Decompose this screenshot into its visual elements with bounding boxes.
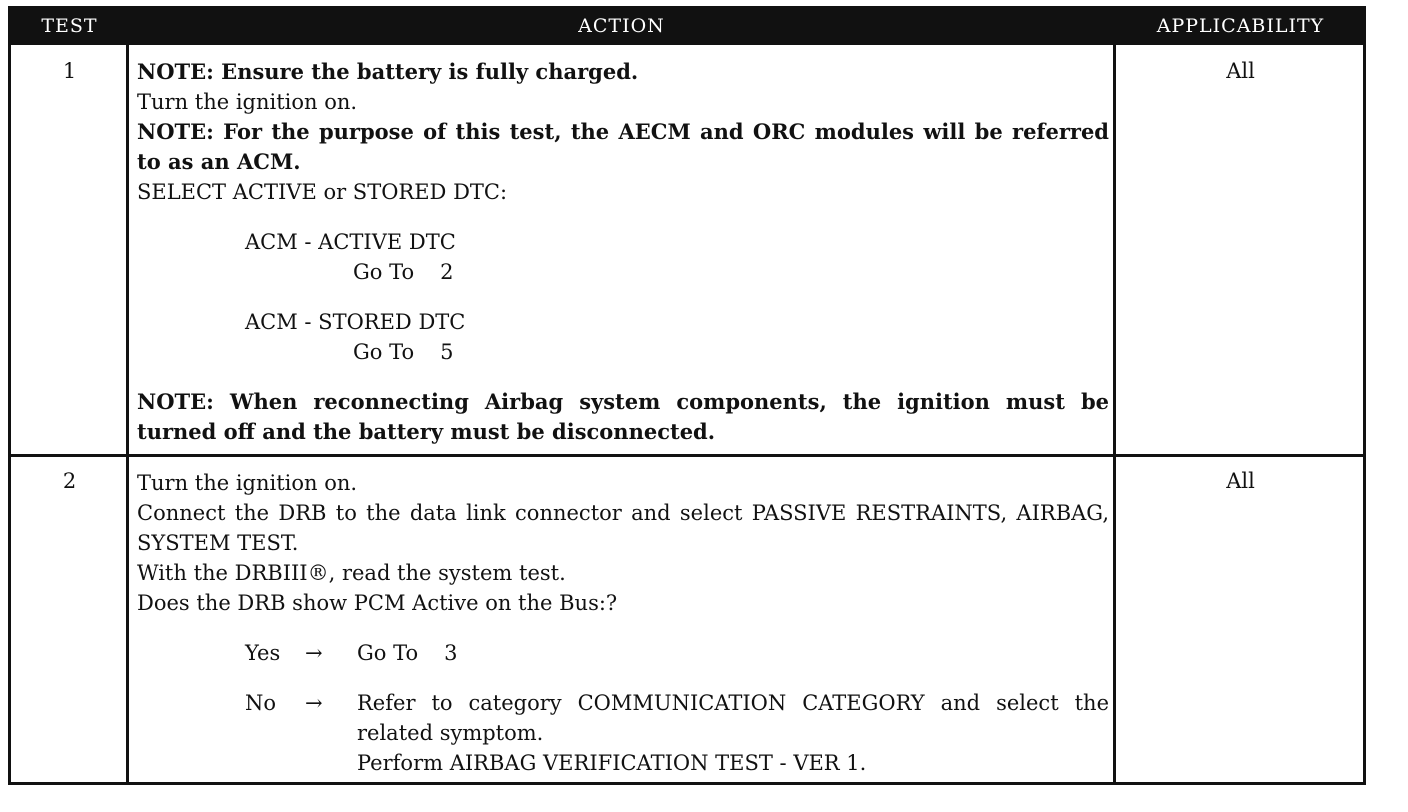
test-table <box>8 6 1366 785</box>
row-1-test-number: 1 <box>62 59 77 83</box>
no-refer-category: Refer to category COMMUNICATION CATEGORY and select the related symptom. <box>357 691 1109 745</box>
row-2-action <box>137 468 1109 778</box>
row-2-applicability: All <box>1226 469 1255 493</box>
table-header <box>11 9 1363 45</box>
header-applicability: APPLICABILITY <box>1156 15 1325 37</box>
option-stored-dtc: ACM - STORED DTC <box>245 310 466 334</box>
step-ignition-on-2: Turn the ignition on. <box>137 471 358 495</box>
row-2-test-number: 2 <box>62 469 77 493</box>
answer-yes <box>137 638 1109 668</box>
option-stored-goto: Go To 5 <box>353 340 454 364</box>
option-active-dtc: ACM - ACTIVE DTC <box>245 230 456 254</box>
note-battery: NOTE: Ensure the battery is fully charged. <box>137 59 639 84</box>
no-label: No <box>245 691 277 715</box>
column-divider <box>126 45 129 782</box>
arrow-icon: → <box>305 641 323 665</box>
row-1-applicability: All <box>1226 59 1255 83</box>
step-select-dtc: SELECT ACTIVE or STORED DTC: <box>137 180 508 204</box>
step-ignition-on: Turn the ignition on. <box>137 90 358 114</box>
step-connect-drb: Connect the DRB to the data link connector and select PASSIVE RESTRAINTS, AIRBAG, SYSTEM TEST. <box>137 501 1109 555</box>
option-active-goto: Go To 2 <box>353 260 454 284</box>
arrow-icon: → <box>305 691 323 715</box>
note-reconnecting: NOTE: When reconnecting Airbag system components, the ignition must be turned off and the battery must be disconnected. <box>137 389 1109 444</box>
yes-label: Yes <box>245 641 281 665</box>
column-divider <box>1113 45 1116 782</box>
header-action: ACTION <box>578 15 665 37</box>
row-1-action <box>137 57 1109 447</box>
answer-no <box>137 688 1109 778</box>
question-pcm-active: Does the DRB show PCM Active on the Bus:? <box>137 591 618 615</box>
no-perform-verification: Perform AIRBAG VERIFICATION TEST - VER 1. <box>357 751 867 775</box>
header-test: TEST <box>41 15 98 37</box>
row-divider <box>11 454 1363 457</box>
yes-goto: Go To 3 <box>357 641 458 665</box>
step-read-system-test: With the DRBIII®, read the system test. <box>137 561 566 585</box>
note-acm-purpose: NOTE: For the purpose of this test, the AECM and ORC modules will be referred to as an ACM. <box>137 119 1109 174</box>
no-instructions <box>357 688 1109 778</box>
